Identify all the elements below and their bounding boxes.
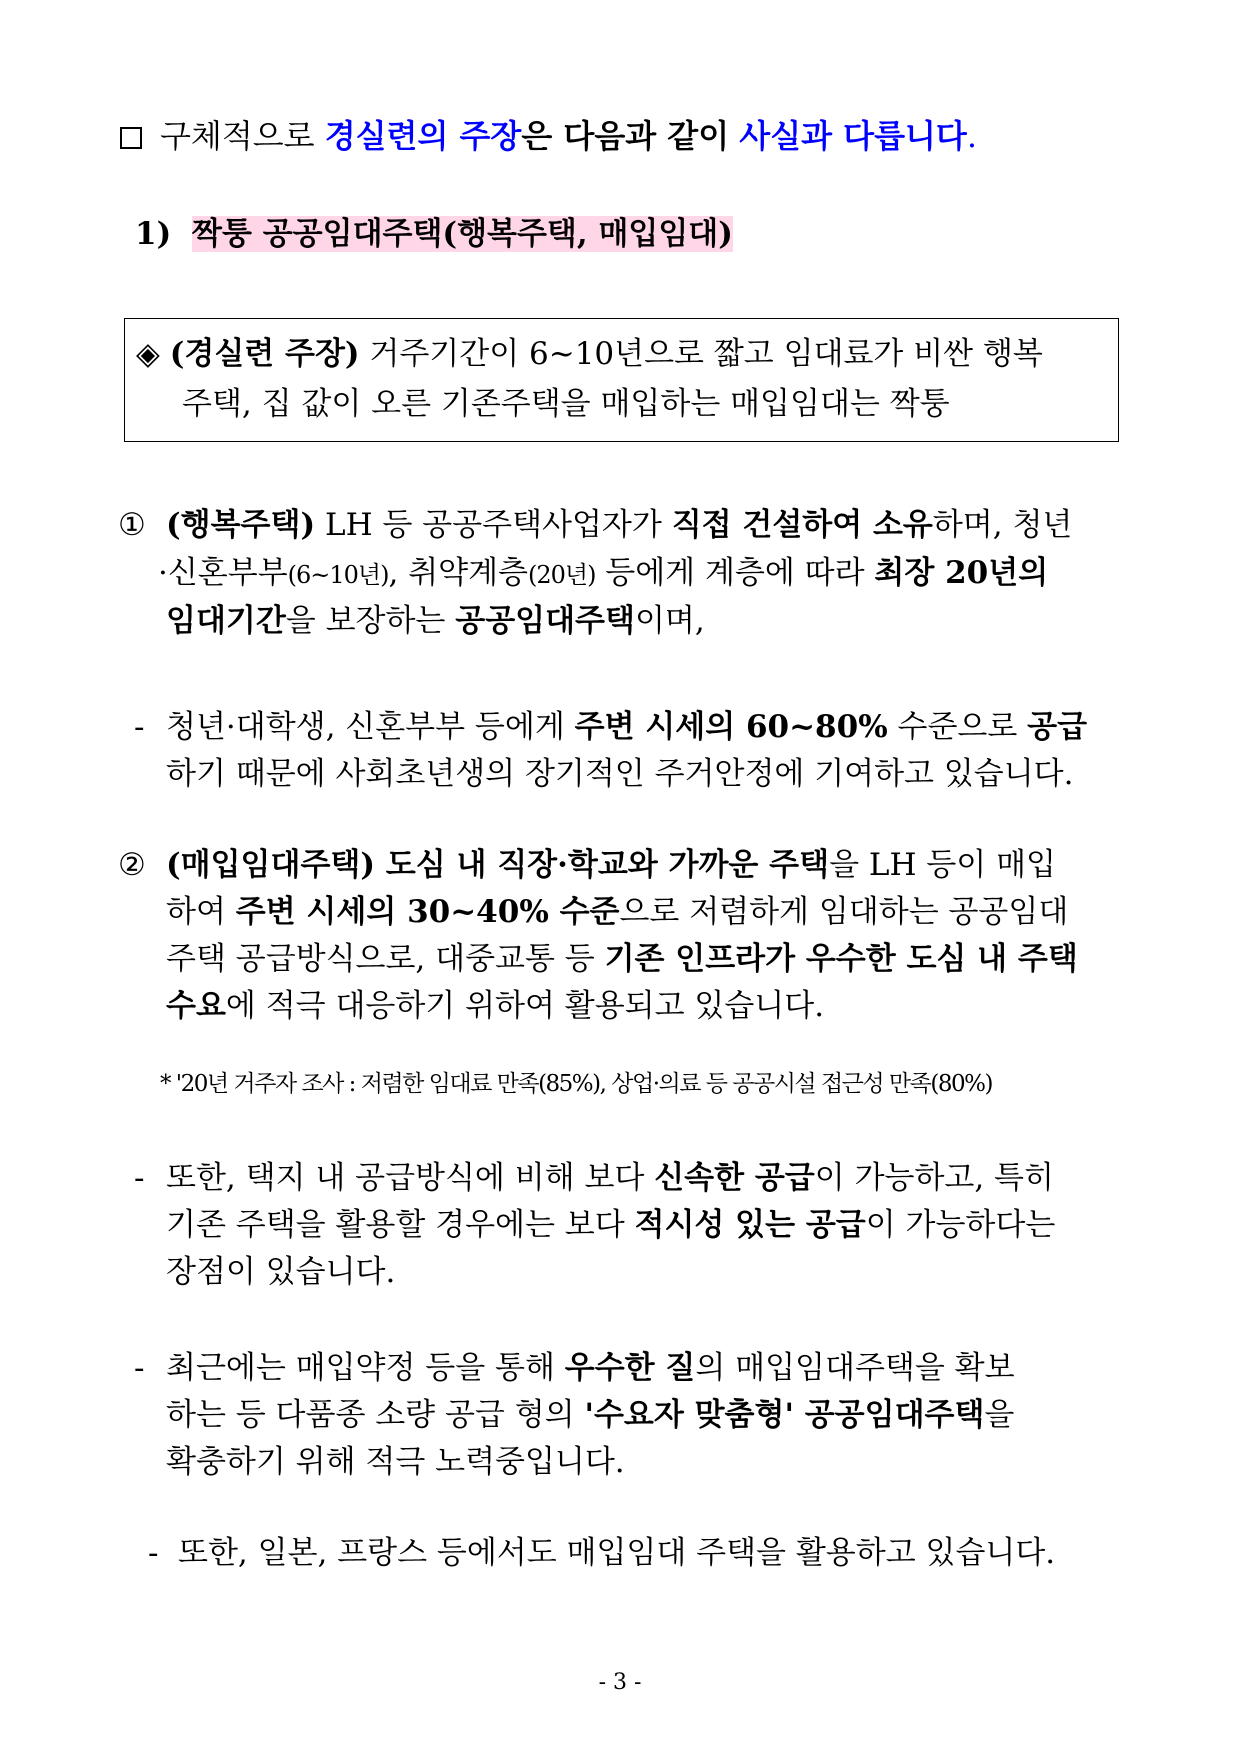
item1-line-1: (행복주택) LH 등 공공주택사업자가 직접 건설하여 소유하며, 청년 (166, 507, 1073, 543)
dash1-line-2: 하기 때문에 사회초년생의 장기적인 주거안정에 기여하고 있습니다. (166, 756, 1074, 792)
item2-marker: ② (118, 847, 146, 883)
item2-line-3: 주택 공급방식으로, 대중교통 등 기존 인프라가 우수한 도심 내 주택 (166, 941, 1078, 977)
item1-marker: ① (118, 507, 146, 543)
footnote: * '20년 거주자 조사 : 저렴한 임대료 만족(85%), 상업·의료 등 공공시설 접근성 만족(80%) (160, 1071, 992, 1097)
dash1-line-1: 청년·대학생, 신혼부부 등에게 주변 시세의 60~80% 수준으로 공급 (166, 709, 1088, 745)
diamond-icon: ◈ (136, 336, 160, 372)
section-title: 1) 짝퉁 공공임대주택(행복주택, 매입임대) (135, 216, 733, 252)
item2-line-2: 하여 주변 시세의 30~40% 수준으로 저렴하게 임대하는 공공임대 (166, 894, 1069, 930)
claim-line-1: ◈ (경실련 주장) 거주기간이 6~10년으로 짧고 임대료가 비싼 행복 (136, 336, 1043, 372)
claim-highlight: 경실련의 주장 (324, 117, 522, 155)
dash3-marker: - (134, 1350, 145, 1386)
dash3-line-2: 하는 등 다품종 소량 공급 형의 '수요자 맞춤형' 공공임대주택을 (166, 1397, 1015, 1433)
item1-line-3: 임대기간을 보장하는 공공임대주택이며, (166, 603, 705, 639)
claim-line-2: 주택, 집 값이 오른 기존주택을 매입하는 매입임대는 짝퉁 (182, 386, 950, 422)
dash2-line-1: 또한, 택지 내 공급방식에 비해 보다 신속한 공급이 가능하고, 특히 (166, 1160, 1054, 1196)
dash4-line-1: 또한, 일본, 프랑스 등에서도 매입임대 주택을 활용하고 있습니다. (178, 1535, 1056, 1571)
checkbox-icon (120, 127, 142, 149)
dash2-line-2: 기존 주택을 활용할 경우에는 보다 적시성 있는 공급이 가능하다는 (166, 1207, 1056, 1243)
dash2-marker: - (134, 1160, 145, 1196)
dash3-line-1: 최근에는 매입약정 등을 통해 우수한 질의 매입임대주택을 확보 (166, 1350, 1015, 1386)
page-number: - 3 - (598, 1670, 642, 1695)
fact-highlight: 사실과 다릅니다 (739, 117, 967, 155)
section-header: 구체적으로 경실련의 주장은 다음과 같이 사실과 다릅니다. (120, 116, 977, 156)
item1-line-2: ·신혼부부(6~10년), 취약계층(20년) 등에게 계층에 따라 최장 20년의 (158, 555, 1049, 591)
dash3-line-3: 확충하기 위해 적극 노력중입니다. (166, 1444, 625, 1480)
dash2-line-3: 장점이 있습니다. (166, 1254, 396, 1290)
item2-line-4: 수요에 적극 대응하기 위하여 활용되고 있습니다. (166, 988, 825, 1024)
item2-line-1: (매입임대주택) 도심 내 직장·학교와 가까운 주택을 LH 등이 매입 (166, 847, 1056, 883)
dash4-marker: - (148, 1535, 159, 1571)
dash1-marker: - (134, 709, 145, 745)
section-title-text: 짝퉁 공공임대주택(행복주택, 매입임대) (192, 216, 733, 252)
